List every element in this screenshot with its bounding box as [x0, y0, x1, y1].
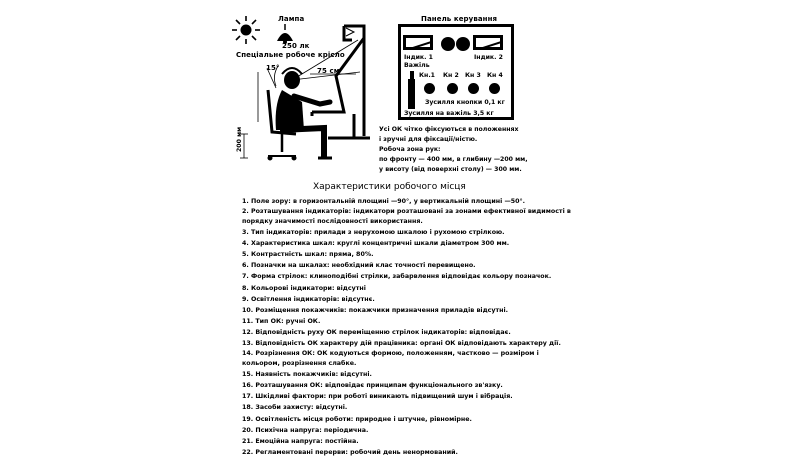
- list-item: 15. Наявність покажчиків: відсутні.: [242, 371, 372, 379]
- button-2[interactable]: [447, 83, 458, 94]
- angle-label: 15°: [266, 64, 280, 72]
- list-item: 8. Кольорові індикатори: відсутні: [242, 284, 366, 292]
- list-item: 7. Форма стрілок: клиноподібні стрілки, забарвлення відповідає кольору позначок.: [242, 273, 552, 281]
- note-line-1: Усі ОК чітко фіксуються в положеннях: [379, 126, 519, 133]
- notes-block: [379, 125, 528, 175]
- list-item: 12. Відповідність руху ОК переміщенню стрілок індикаторів: відповідає.: [242, 328, 511, 336]
- sun-icon: [232, 16, 260, 44]
- list-item: 22. Регламентовані перерви: робочий день ненормований.: [242, 448, 458, 456]
- lever-handle[interactable]: [408, 79, 415, 109]
- indicator-1-label: Індик. 1: [404, 54, 433, 61]
- note-line-4: по фронту — 400 мм, в глибину —200 мм,: [379, 156, 528, 163]
- chair-label: Спеціальне робоче крісло: [236, 51, 345, 59]
- indicator-2: [473, 35, 503, 50]
- note-line-2: і зручні для фіксації/ністю.: [379, 136, 478, 143]
- characteristics-list: [242, 196, 572, 458]
- knob-left[interactable]: [441, 37, 455, 51]
- list-item: 10. Розміщення покажчиків: покажчики призначення приладів відсутні.: [242, 306, 509, 314]
- list-item: 16. Розташування ОК: відповідає принципам функціонального зв'язку.: [242, 382, 503, 390]
- illuminance-label: 250 лк: [282, 42, 310, 50]
- list-item: 2. Розташування індикаторів: індикатори розташовані за зонами ефективної видимості в порядку значимості послідовності використання.: [242, 208, 571, 225]
- list-item: 14. Розрізнення ОК: ОК кодуються формою, положенням, частково — розміром і кольором, розрізнення слабке.: [242, 350, 539, 367]
- button-3[interactable]: [468, 83, 479, 94]
- note-line-3: Робоча зона рук:: [379, 146, 441, 153]
- button-1[interactable]: [424, 83, 435, 94]
- button-4[interactable]: [489, 83, 500, 94]
- list-item: 9. Освітлення індикаторів: відсутнє.: [242, 295, 375, 303]
- indicator-2-label: Індик. 2: [474, 54, 503, 61]
- list-item: 19. Освітленість місця роботи: природне і штучне, рівномірне.: [242, 415, 472, 423]
- lamp-icon: [277, 24, 293, 44]
- list-item: 17. Шкідливі фактори: при роботі виникають підвищений шум і вібрація.: [242, 393, 513, 401]
- list-item: 1. Поле зору: в горизонтальній площині —90°, у вертикальній площині —50°.: [242, 198, 526, 205]
- list-item: 6. Позначки на шкалах: необхідний клас точності перевищено.: [242, 262, 476, 270]
- indicator-1: [403, 35, 433, 50]
- list-item: 13. Відповідність ОК характеру дій працівника: органі ОК відповідають характеру дії.: [242, 340, 561, 348]
- characteristics-title: Характеристики робочого місця: [313, 182, 466, 192]
- seat-height-label: 200 мм: [236, 126, 243, 152]
- list-item: 5. Контрастність шкал: пряма, 80%.: [242, 251, 374, 259]
- reach-distance-label: 75 см: [317, 67, 340, 75]
- console-icon: [312, 26, 370, 138]
- button-1-label: Кн.1: [419, 72, 435, 79]
- button-4-label: Кн 4: [487, 72, 503, 79]
- list-item: 3. Тип індикаторів: прилади з нерухомою шкалою і рухомою стрілкою.: [242, 229, 505, 237]
- list-item: 4. Характеристика шкал: круглі концентричні шкали діаметром 300 мм.: [242, 240, 510, 248]
- control-panel-title: Панель керування: [421, 15, 498, 23]
- lamp-label: Лампа: [278, 15, 305, 23]
- list-item: 21. Емоційна напруга: постійна.: [242, 437, 359, 445]
- lever-force-label: Зусилля на важіль 3,5 кг: [404, 110, 494, 117]
- button-3-label: Кн 3: [465, 72, 481, 79]
- knob-right[interactable]: [456, 37, 470, 51]
- lever-label: Важіль: [404, 62, 430, 69]
- note-line-5: у висоту (від поверхні столу) — 300 мм.: [379, 166, 522, 173]
- button-2-label: Кн 2: [443, 72, 459, 79]
- list-item: 18. Засоби захисту: відсутні.: [242, 404, 348, 412]
- lever-top: [410, 71, 414, 80]
- list-item: 11. Тип ОК: ручні ОК.: [242, 317, 321, 325]
- workplace-drawing: [232, 10, 382, 162]
- buttons-force-label: Зусилля кнопки 0,1 кг: [425, 99, 505, 106]
- control-panel: [398, 24, 514, 120]
- list-item: 20. Психічна напруга: періодична.: [242, 426, 369, 434]
